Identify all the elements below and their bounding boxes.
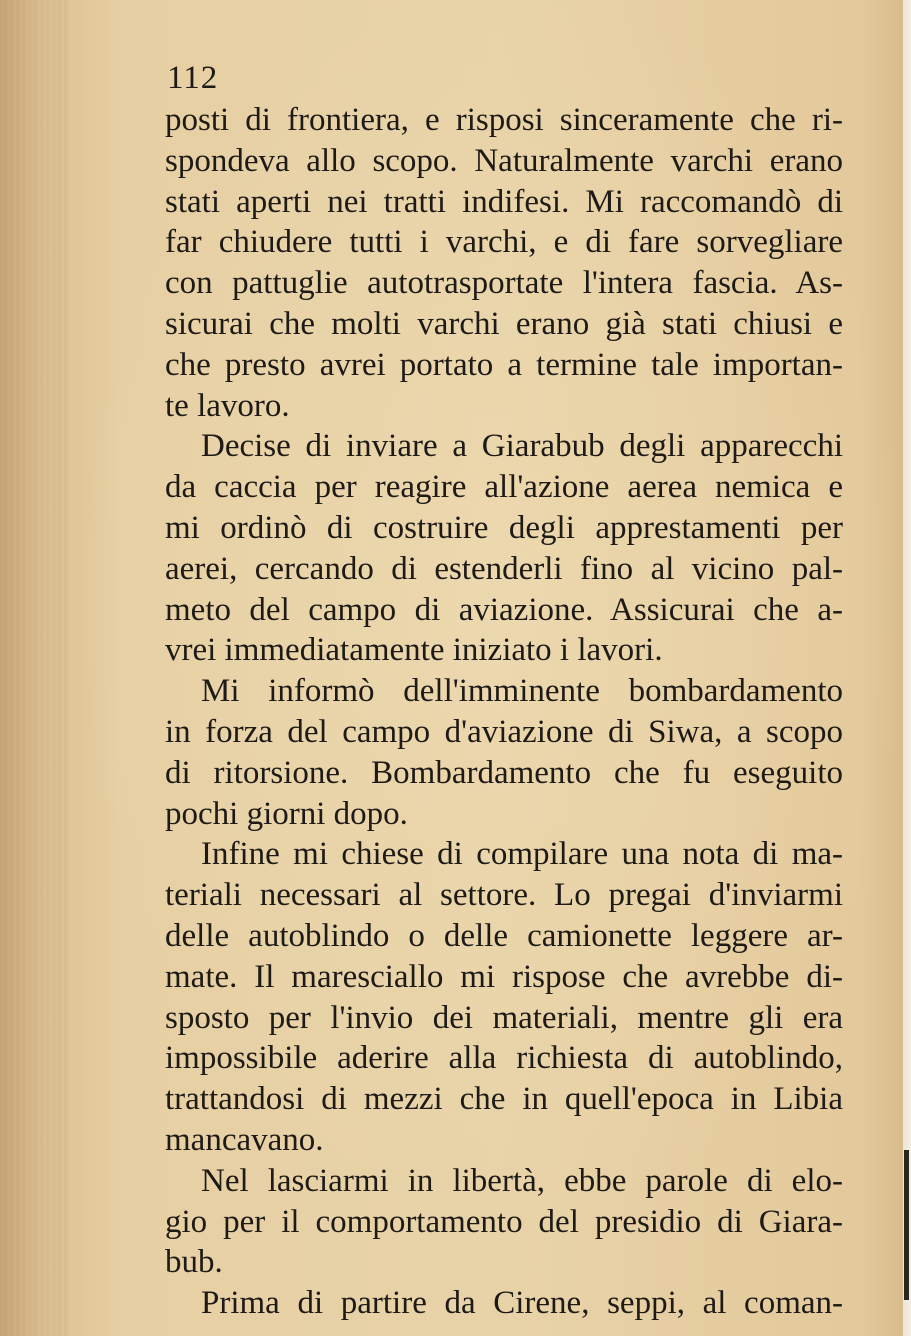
text-line: vrei immediatamente iniziato i lavori. xyxy=(165,632,663,669)
text-line: Prima di partire da Cirene, seppi, al coman- xyxy=(201,1285,843,1322)
page-edge-mark xyxy=(904,1150,909,1300)
text-line: meto del campo di aviazione. Assicurai che a- xyxy=(165,591,843,628)
text-line: Decise di inviare a Giarabub degli apparecchi xyxy=(201,428,843,465)
text-line: bub. xyxy=(165,1244,223,1281)
text-line: Nel lasciarmi in libertà, ebbe parole di elo- xyxy=(201,1162,843,1199)
text-line: con pattuglie autotrasportate l'intera fascia. As- xyxy=(165,265,843,302)
page-edge xyxy=(903,0,911,1336)
text-line: gio per il comportamento del presidio di Giara- xyxy=(165,1203,843,1240)
text-line: da caccia per reagire all'azione aerea nemica e xyxy=(165,469,843,506)
text-line: Mi informò dell'imminente bombardamento xyxy=(201,673,843,710)
text-line: di ritorsione. Bombardamento che fu eseguito xyxy=(165,754,843,791)
text-line: delle autoblindo o delle camionette leggere ar- xyxy=(165,917,843,954)
text-line: stati aperti nei tratti indifesi. Mi raccomandò di xyxy=(165,183,843,220)
text-line: mate. Il maresciallo mi rispose che avrebbe di- xyxy=(165,958,843,995)
text-line: aerei, cercando di estenderli fino al vicino pal- xyxy=(165,550,843,587)
text-line: far chiudere tutti i varchi, e di fare sorvegliare xyxy=(165,224,843,261)
text-line: sicurai che molti varchi erano già stati chiusi e xyxy=(165,305,843,342)
text-line: teriali necessari al settore. Lo pregai d'inviarmi xyxy=(165,877,843,914)
text-line: mancavano. xyxy=(165,1121,324,1158)
text-line: che presto avrei portato a termine tale importan- xyxy=(165,346,843,383)
text-line: in forza del campo d'aviazione di Siwa, a scopo xyxy=(165,713,843,750)
page-number: 112 xyxy=(167,60,219,96)
text-line: te lavoro. xyxy=(165,387,290,424)
text-line: posti di frontiera, e risposi sinceramente che ri- xyxy=(165,102,843,138)
text-line: mi ordinò di costruire degli apprestamenti per xyxy=(165,509,843,546)
text-line: impossibile aderire alla richiesta di autoblindo, xyxy=(165,1040,843,1077)
body-text xyxy=(165,100,843,1324)
text-line: spondeva allo scopo. Naturalmente varchi erano xyxy=(165,142,843,179)
text-line: sposto per l'invio dei materiali, mentre gli era xyxy=(165,999,843,1036)
text-line: trattandosi di mezzi che in quell'epoca in Libia xyxy=(165,1081,843,1118)
text-line: pochi giorni dopo. xyxy=(165,795,408,832)
binding-gutter xyxy=(0,0,70,1336)
text-line: Infine mi chiese di compilare una nota di ma- xyxy=(201,836,843,873)
